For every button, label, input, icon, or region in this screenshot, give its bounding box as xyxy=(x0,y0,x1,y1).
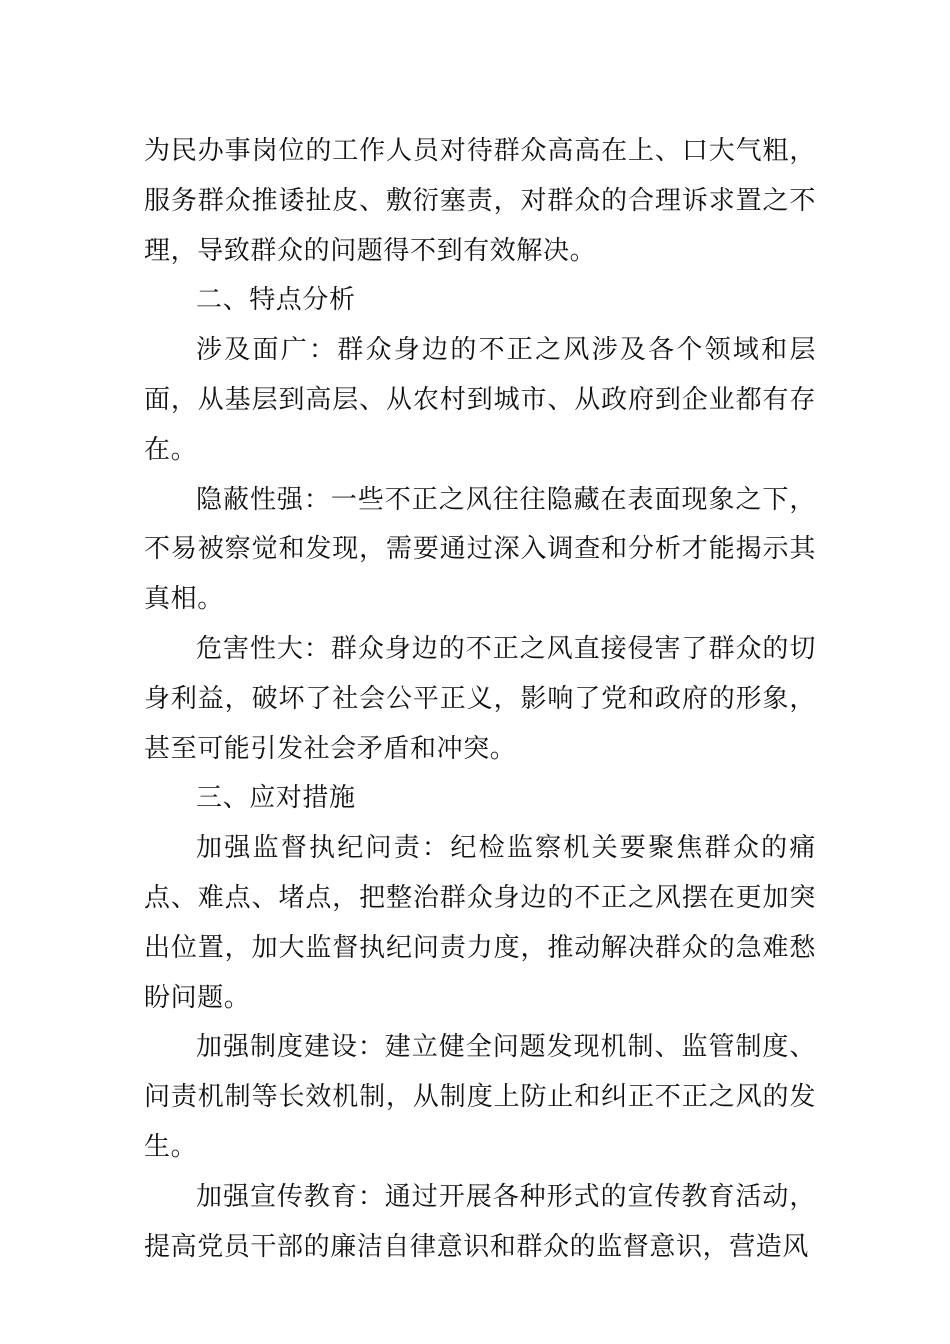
paragraph-continued: 为民办事岗位的工作人员对待群众高高在上、口大气粗，服务群众推诿扯皮、敷衍塞责，对群众的合理诉求置之不理，导致群众的问题得不到有效解决。 xyxy=(144,136,816,266)
paragraph-supervision: 加强监督执纪问责：纪检监察机关要聚焦群众的痛点、难点、堵点，把整治群众身边的不正之风摆在更加突出位置，加大监督执纪问责力度，推动解决群众的急难愁盼问题。 xyxy=(144,833,816,1013)
paragraph-concealment: 隐蔽性强：一些不正之风往往隐藏在表面现象之下，不易被察觉和发现，需要通过深入调查和分析才能揭示其真相。 xyxy=(144,484,816,615)
paragraph-wide-scope: 涉及面广：群众身边的不正之风涉及各个领域和层面，从基层到高层、从农村到城市、从政府到企业都有存在。 xyxy=(144,335,816,465)
section-heading-characteristics: 二、特点分析 xyxy=(196,285,356,316)
section-heading-measures: 三、应对措施 xyxy=(196,783,356,814)
paragraph-institution-building: 加强制度建设：建立健全问题发现机制、监管制度、问责机制等长效机制，从制度上防止和纠正不正之风的发生。 xyxy=(144,1032,816,1162)
paragraph-education: 加强宣传教育：通过开展各种形式的宣传教育活动，提高党员干部的廉洁自律意识和群众的监督意识，营造风 xyxy=(144,1181,816,1262)
document-body xyxy=(144,127,816,1272)
paragraph-harm: 危害性大：群众身边的不正之风直接侵害了群众的切身利益，破坏了社会公平正义，影响了党和政府的形象，甚至可能引发社会矛盾和冲突。 xyxy=(144,633,816,764)
